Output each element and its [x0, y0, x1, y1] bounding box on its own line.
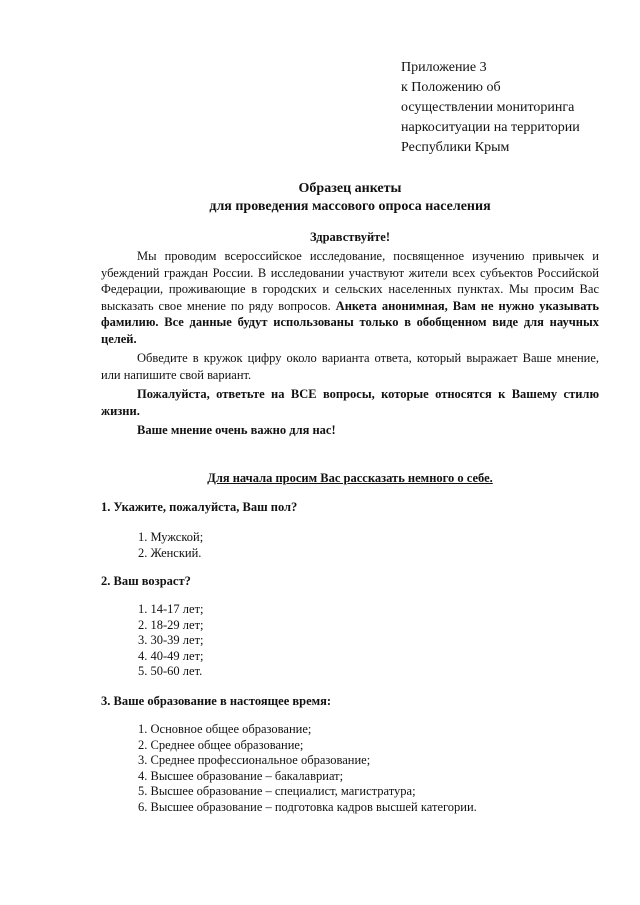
appendix-line: Республики Крым: [401, 140, 510, 155]
answer-option: 1. 14-17 лет;: [138, 602, 204, 616]
answer-option: 4. Высшее образование – бакалавриат;: [138, 768, 344, 783]
document-subtitle: для проведения массового опроса населения: [209, 199, 491, 214]
answer-option: 2. Среднее общее образование;: [138, 737, 304, 752]
appendix-line: наркоситуации на территории: [401, 120, 580, 135]
intro-bold-text: Анкета анонимная, Вам не нужно указывать фамилию. Все данные будут использованы только в обобщенном виде для научных целей.: [101, 298, 599, 346]
intro-paragraph-1: [101, 248, 599, 347]
intro-paragraph-2: Обведите в кружок цифру около варианта ответа, который выражает Ваше мнение, или напишите свой вариант.: [101, 351, 599, 382]
answer-option: 2. Женский.: [138, 545, 202, 560]
intro-paragraph-4: Ваше мнение очень важно для нас!: [137, 423, 336, 437]
greeting: Здравствуйте!: [309, 230, 391, 244]
section-title: Для начала просим Вас рассказать немного о себе.: [207, 471, 493, 485]
question-2-options: [138, 602, 204, 680]
answer-option: 3. Среднее профессиональное образование;: [138, 753, 371, 768]
answer-option: 1. Мужской;: [138, 530, 204, 544]
answer-option: 2. 18-29 лет;: [138, 617, 204, 632]
answer-option: 6. Высшее образование – подготовка кадров высшей категории.: [138, 799, 477, 814]
intro-text: [101, 248, 599, 439]
answer-option: 5. 50-60 лет.: [138, 664, 203, 679]
question-3: 3. Ваше образование в настоящее время:: [101, 694, 332, 708]
answer-option: 1. Основное общее образование;: [138, 722, 312, 736]
answer-option: 5. Высшее образование – специалист, магистратура;: [138, 784, 416, 799]
question-2: 2. Ваш возраст?: [101, 574, 191, 588]
answer-option: 4. 40-49 лет;: [138, 648, 204, 663]
intro-paragraph-3: Пожалуйста, ответьте на ВСЕ вопросы, которые относятся к Вашему стилю жизни.: [101, 387, 599, 418]
question-1-options: [138, 530, 203, 561]
document-title: Образец анкеты: [298, 181, 402, 196]
question-1: 1. Укажите, пожалуйста, Ваш пол?: [101, 500, 298, 514]
appendix-line: к Положению об: [401, 80, 501, 95]
intro-normal-text: Мы проводим всероссийское исследование, посвященное изучению привычек и убеждений граждан России. В исследовании участвуют жители всех субъектов Российской Федерации, проживающие в городских и сельских населенных пунктах. Мы просим Вас высказать свое мнение по ряду вопросов.: [101, 249, 599, 313]
answer-option: 3. 30-39 лет;: [138, 633, 204, 648]
appendix-line: осуществлении мониторинга: [401, 100, 575, 115]
question-3-options: [138, 722, 477, 816]
appendix-block: [401, 58, 621, 158]
appendix-line: Приложение 3: [401, 60, 487, 75]
